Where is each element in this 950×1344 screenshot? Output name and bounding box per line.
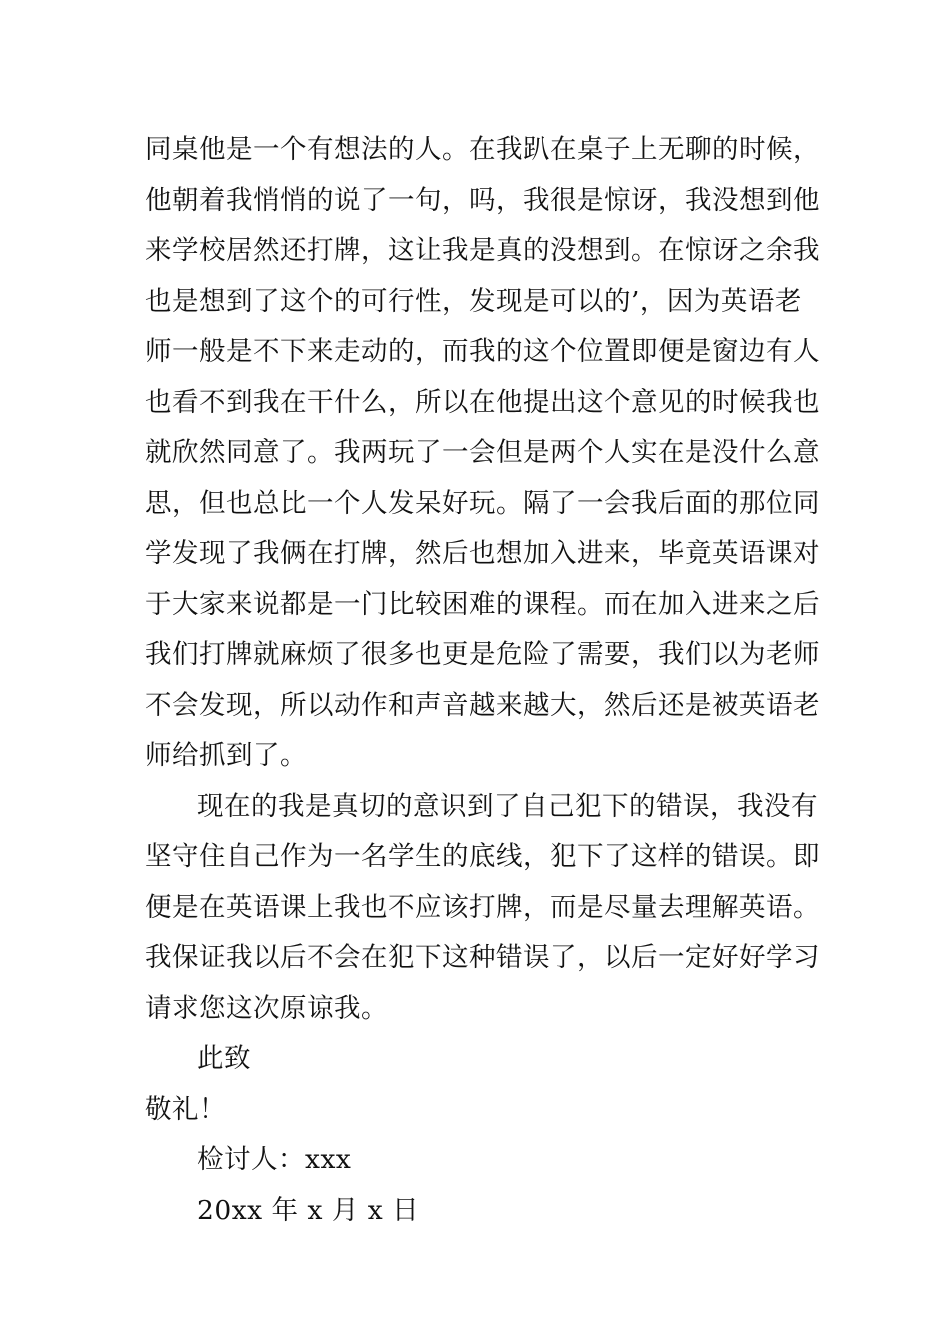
text-line: 我们打牌就麻烦了很多也更是危险了需要，我们以为老师 — [145, 639, 820, 670]
signature-text: 检讨人：xxx — [197, 1144, 352, 1175]
text-line: 思，但也总比一个人发呆好玩。隔了一会我后面的那位同 — [145, 487, 820, 519]
closing-text: 此致 — [197, 1043, 251, 1074]
text-line: 也看不到我在干什么，所以在他提出这个意见的时候我也 — [145, 386, 820, 418]
text-line: 同桌他是一个有想法的人。在我趴在桌子上无聊的时候， — [145, 134, 820, 165]
text-line: 学发现了我俩在打牌，然后也想加入进来，毕竟英语课对 — [145, 538, 820, 569]
text-line: 来学校居然还打牌，这让我是真的没想到。在惊讶之余我 — [145, 235, 820, 266]
paragraph-1 — [145, 125, 825, 782]
text-line: 也是想到了这个的可行性，发现是可以的’，因为英语老 — [145, 285, 802, 317]
text-line: 我保证我以后不会在犯下这种错误了，以后一定好好学习 — [145, 942, 820, 973]
text-line: 坚守住自己作为一名学生的底线，犯下了这样的错误。即 — [145, 841, 820, 872]
letter-body — [145, 125, 825, 1236]
text-line: 请求您这次原谅我。 — [145, 992, 388, 1024]
text-line: 于大家来说都是一门比较困难的课程。而在加入进来之后 — [145, 588, 820, 620]
text-line: 便是在英语课上我也不应该打牌，而是尽量去理解英语。 — [145, 891, 820, 923]
paragraph-2 — [145, 782, 825, 1035]
text-line: 现在的我是真切的意识到了自己犯下的错误，我没有 — [197, 790, 818, 822]
text-line: 师给抓到了。 — [145, 740, 307, 771]
text-line: 师一般是不下来走动的，而我的这个位置即便是窗边有人 — [145, 336, 820, 367]
text-line: 就欣然同意了。我两玩了一会但是两个人实在是没什么意 — [145, 437, 820, 468]
date-text: 20xx 年 x 月 x 日 — [197, 1194, 420, 1226]
text-line: 他朝着我悄悄的说了一句，吗，我很是惊讶，我没想到他 — [145, 184, 820, 216]
salutation-text: 敬礼！ — [145, 1093, 226, 1125]
text-line: 不会发现，所以动作和声音越来越大，然后还是被英语老 — [145, 689, 820, 721]
